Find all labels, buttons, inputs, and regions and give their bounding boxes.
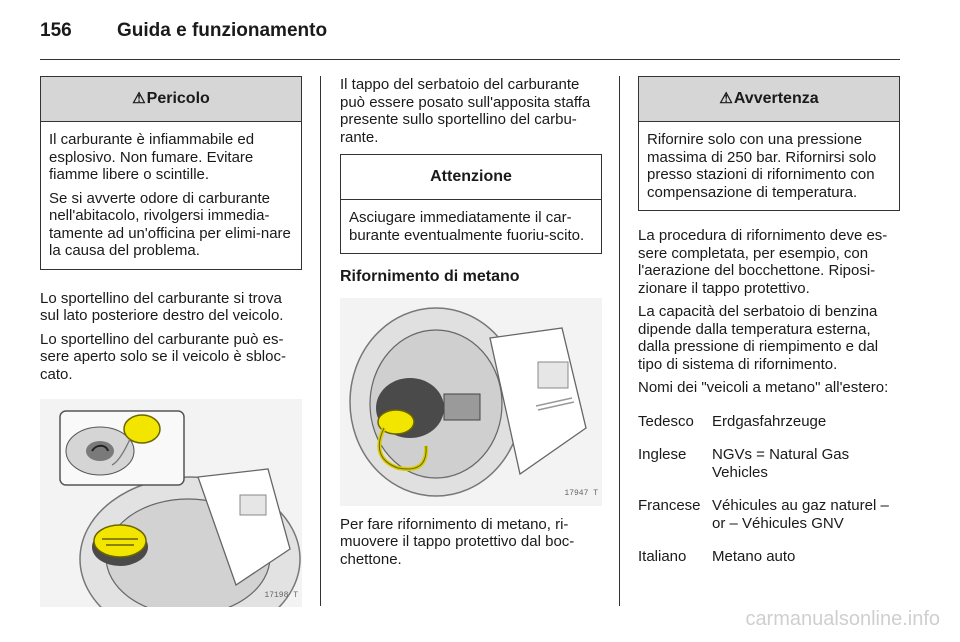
attention-paragraph: Asciugare immediatamente il car-burante eventualmente fuoriu-scito. bbox=[349, 209, 585, 244]
vehicle-names-table bbox=[638, 413, 900, 566]
body-paragraph: Per fare rifornimento di metano, ri-muovere il tappo protettivo dal boc-chettone. bbox=[340, 515, 575, 568]
table-row bbox=[638, 497, 900, 532]
language-cell: Francese bbox=[638, 497, 701, 514]
danger-box bbox=[40, 76, 302, 270]
intro-paragraph: Il tappo del serbatoio del carburante può essere posato sull'apposita staffa presente sullo sportellino del carbu-rante. bbox=[340, 76, 591, 146]
danger-paragraph: Se si avverte odore di carburante nell'abitacolo, rivolgersi immedia-tamente ad un'officina per elimi-nare la causa del problema. bbox=[49, 189, 291, 259]
name-cell: Véhicules au gaz naturel – or – Véhicules GNV bbox=[712, 497, 889, 532]
name-cell: Erdgasfahrzeuge bbox=[712, 412, 827, 430]
column-divider-2 bbox=[619, 76, 620, 606]
chapter-title: Guida e funzionamento bbox=[117, 20, 328, 41]
column-1 bbox=[40, 76, 302, 607]
notice-box-header bbox=[639, 77, 899, 122]
danger-box-body bbox=[41, 122, 301, 269]
attention-box-body bbox=[341, 200, 601, 253]
attention-box-title: Attenzione bbox=[430, 168, 512, 186]
image-code: 17947 T bbox=[564, 489, 598, 498]
notice-paragraph: Rifornire solo con una pressione massima di 250 bar. Rifornirsi solo presso stazioni di rifornimento con compensazione di temperatura. bbox=[647, 131, 877, 201]
language-cell: Inglese bbox=[638, 446, 687, 463]
language-cell: Tedesco bbox=[638, 412, 694, 430]
danger-box-title: Pericolo bbox=[146, 90, 210, 108]
image-code: 17198 T bbox=[264, 590, 298, 600]
notice-box bbox=[638, 76, 900, 211]
name-cell: NGVs = Natural Gas Vehicles bbox=[712, 446, 850, 481]
header-rule bbox=[40, 59, 900, 60]
column-divider-1 bbox=[320, 76, 321, 606]
column-2 bbox=[340, 76, 602, 574]
language-cell: Italiano bbox=[638, 548, 687, 565]
danger-paragraph: Il carburante è infiammabile ed esplosivo. Non fumare. Evitare fiamme libere o scintille. bbox=[49, 131, 255, 183]
body-paragraph: La capacità del serbatoio di benzina dipende dalla temperatura esterna, dalla pressione di riempimento e dal tipo di sistema di rifornimento. bbox=[638, 303, 879, 373]
body-paragraph: Lo sportellino del carburante può es-sere aperto solo se il veicolo è sbloc-cato. bbox=[40, 330, 286, 383]
fuel-door-drawing bbox=[40, 399, 302, 607]
attention-box-header bbox=[341, 155, 601, 200]
body-paragraph: Nomi dei "veicoli a metano" all'estero: bbox=[638, 379, 889, 396]
warning-triangle-icon: ⚠ bbox=[719, 90, 733, 108]
cng-filler-illustration bbox=[340, 298, 602, 506]
cng-filler-drawing bbox=[340, 298, 602, 506]
fuel-door-illustration bbox=[40, 399, 302, 607]
section-heading: Rifornimento di metano bbox=[340, 268, 520, 285]
body-paragraph: La procedura di rifornimento deve es-sere completata, per esempio, con l'aerazione del bocchettone. Riposi-zionare il tappo protettivo. bbox=[638, 227, 888, 297]
body-paragraph: Lo sportellino del carburante si trova sul lato posteriore destro del veicolo. bbox=[40, 289, 284, 324]
danger-box-header bbox=[41, 77, 301, 122]
notice-box-title: Avvertenza bbox=[733, 90, 819, 108]
table-row bbox=[638, 446, 900, 481]
page-number: 156 bbox=[40, 20, 72, 41]
name-cell: Metano auto bbox=[712, 548, 796, 565]
watermark: carmanualsonline.info bbox=[745, 608, 940, 630]
table-row bbox=[638, 548, 900, 566]
column-3 bbox=[638, 76, 900, 566]
table-row bbox=[638, 413, 900, 431]
notice-box-body bbox=[639, 122, 899, 210]
attention-box bbox=[340, 154, 602, 254]
warning-triangle-icon: ⚠ bbox=[132, 90, 146, 108]
